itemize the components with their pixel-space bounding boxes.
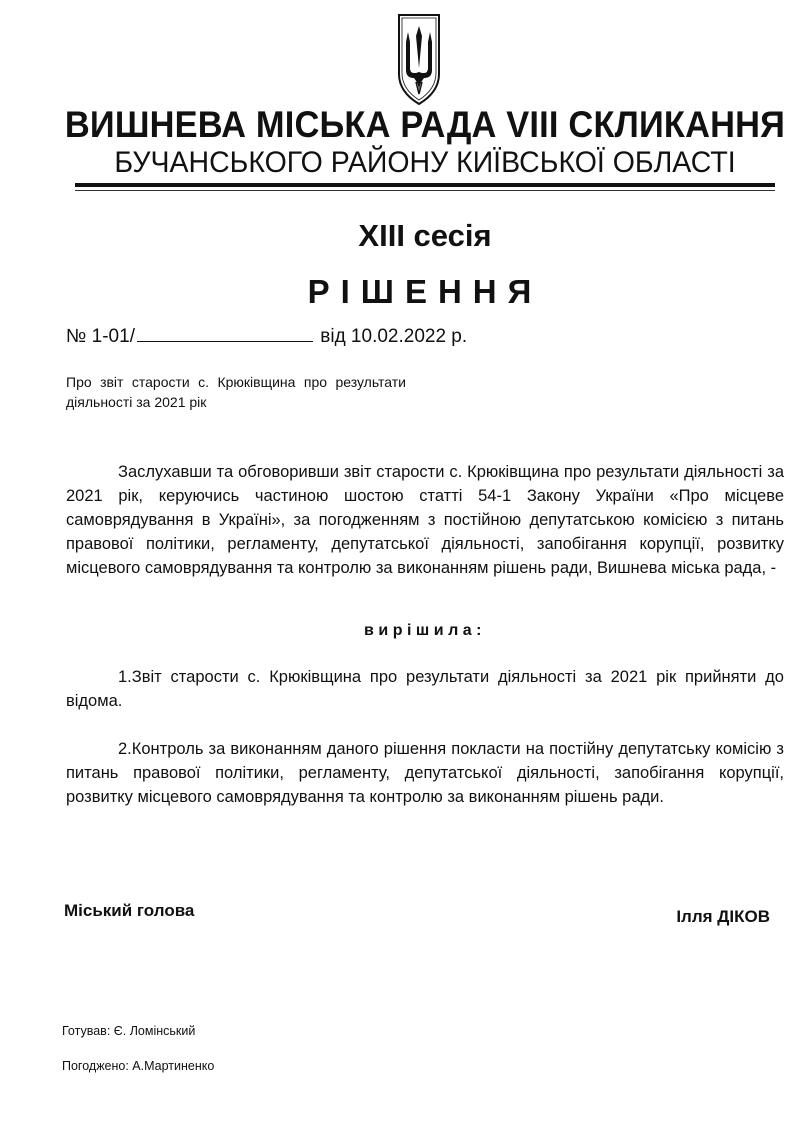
- header-divider-thin: [75, 190, 775, 191]
- agreed-by: Погоджено: А.Мартиненко: [62, 1059, 215, 1073]
- header-divider-thick: [75, 183, 775, 187]
- decision-date: від 10.02.2022 р.: [320, 326, 468, 347]
- decision-item-1: 1.Звіт старости с. Крюківщина про результати діяльності за 2021 рік прийняти до відома.: [66, 668, 784, 710]
- preamble-paragraph: Заслухавши та обговоривши звіт старости с. Крюківщина про результати діяльності за 2021 рік, керуючись частиною шостою статті 54-1 Закону України «Про місцеве самоврядування в Україні», за погодженням з постійною депутатською комісією з питань правової політики, регламенту, депутатської діяльності, запобігання корупції, розвитку місцевого самоврядування та контролю за виконанням рішень ради, Вишнева міська рада, -: [66, 463, 784, 577]
- session-heading: XIII сесія: [358, 218, 492, 253]
- prepared-by: Готував: Є. Ломінський: [62, 1024, 196, 1038]
- document-title: РІШЕННЯ: [307, 273, 543, 310]
- decision-number-line: [66, 325, 467, 348]
- signer-title: Міський голова: [64, 901, 195, 920]
- resolved-heading: вирішила:: [364, 622, 486, 639]
- decision-item-2: 2.Контроль за виконанням даного рішення покласти на постійну депутатську комісію з питань правової політики, регламенту, депутатської діяльності, запобігання корупції, розвитку місцевого самоврядування та контролю за виконанням рішень ради.: [66, 740, 784, 806]
- trident-emblem-icon: [396, 12, 442, 106]
- decision-number-blank: [137, 325, 313, 342]
- signer-name: Ілля ДІКОВ: [676, 907, 770, 926]
- council-name: ВИШНЕВА МІСЬКА РАДА VIII СКЛИКАННЯ: [64, 104, 786, 145]
- decision-subject: Про звіт старости с. Крюківщина про результати діяльності за 2021 рік: [66, 374, 406, 410]
- district-name: БУЧАНСЬКОГО РАЙОНУ КИЇВСЬКОЇ ОБЛАСТІ: [114, 146, 736, 179]
- decision-number-prefix: № 1-01/: [66, 326, 135, 347]
